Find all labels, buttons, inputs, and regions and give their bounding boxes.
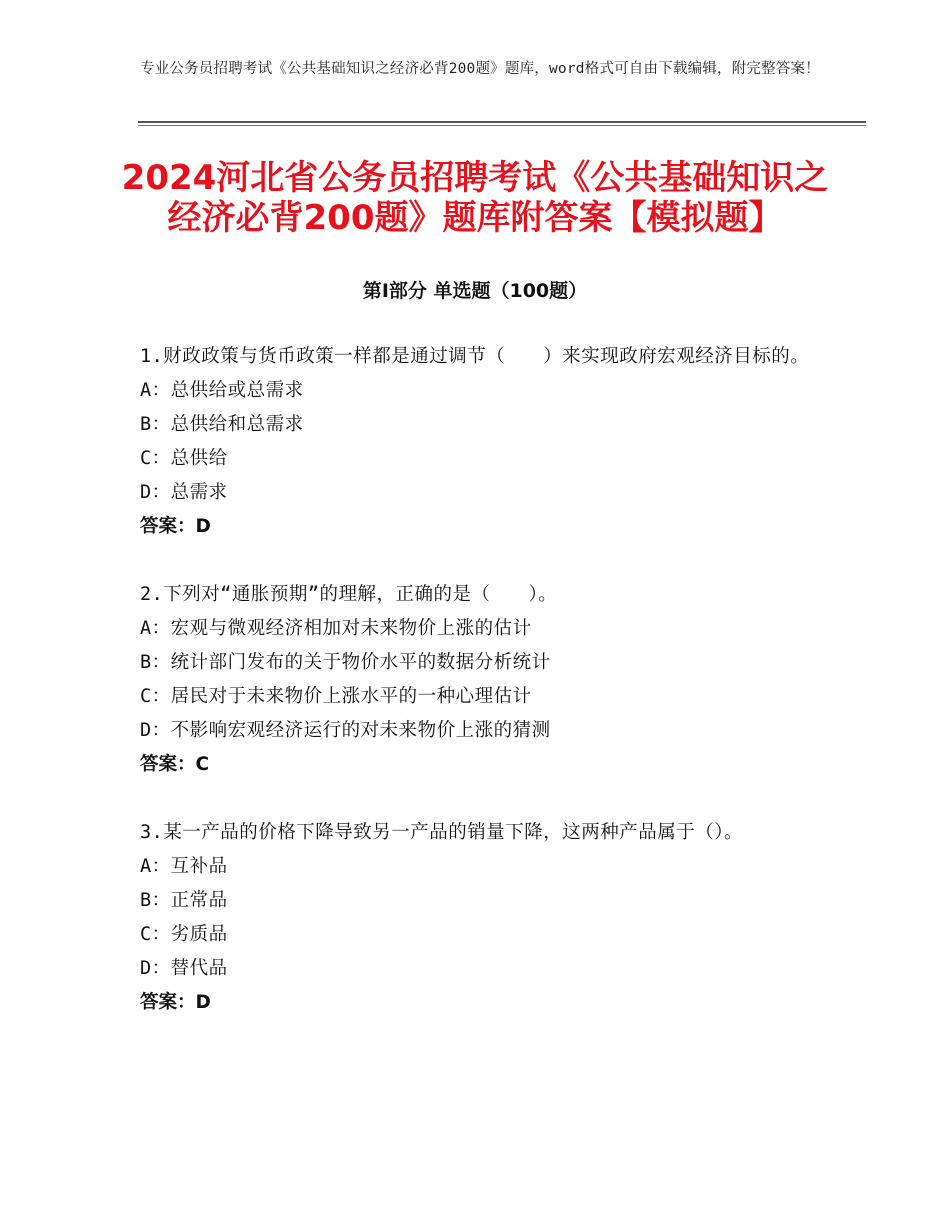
section-title: 第Ⅰ部分 单选题（100题） xyxy=(362,280,588,302)
document-title: 2024河北省公务员招聘考试《公共基础知识之经济必背200题》题库附答案【模拟题】 xyxy=(121,158,829,238)
answer: 答案：D xyxy=(140,516,211,537)
header-note: 专业公务员招聘考试《公共基础知识之经济必背200题》题库，word格式可自由下载编辑，附完整答案！ xyxy=(140,61,820,77)
option-c: C：居民对于未来物价上涨水平的一种心理估计 xyxy=(140,686,532,707)
option-c: C：总供给 xyxy=(140,448,228,469)
answer: 答案：D xyxy=(140,992,211,1013)
question-stem: 3.某一产品的价格下降导致另一产品的销量下降，这两种产品属于（）。 xyxy=(140,822,744,843)
answer: 答案：C xyxy=(140,754,210,775)
option-d: D：替代品 xyxy=(140,958,228,979)
option-d: D：不影响宏观经济运行的对未来物价上涨的猜测 xyxy=(140,720,551,741)
question-2 xyxy=(140,578,810,782)
option-b: B：统计部门发布的关于物价水平的数据分析统计 xyxy=(140,652,551,673)
option-b: B：正常品 xyxy=(140,890,228,911)
question-stem: 1.财政政策与货币政策一样都是通过调节（ ）来实现政府宏观经济目标的。 xyxy=(140,346,810,367)
question-stem: 2.下列对“通胀预期”的理解，正确的是（ ）。 xyxy=(140,584,558,605)
option-b: B：总供给和总需求 xyxy=(140,414,304,435)
question-list xyxy=(140,340,810,1054)
header-divider-thick xyxy=(138,121,866,123)
option-c: C：劣质品 xyxy=(140,924,228,945)
option-a: A：互补品 xyxy=(140,856,228,877)
question-1 xyxy=(140,340,810,544)
option-d: D：总需求 xyxy=(140,482,228,503)
question-3 xyxy=(140,816,810,1020)
option-a: A：总供给或总需求 xyxy=(140,380,304,401)
option-a: A：宏观与微观经济相加对未来物价上涨的估计 xyxy=(140,618,532,639)
header-divider-thin xyxy=(138,125,866,126)
